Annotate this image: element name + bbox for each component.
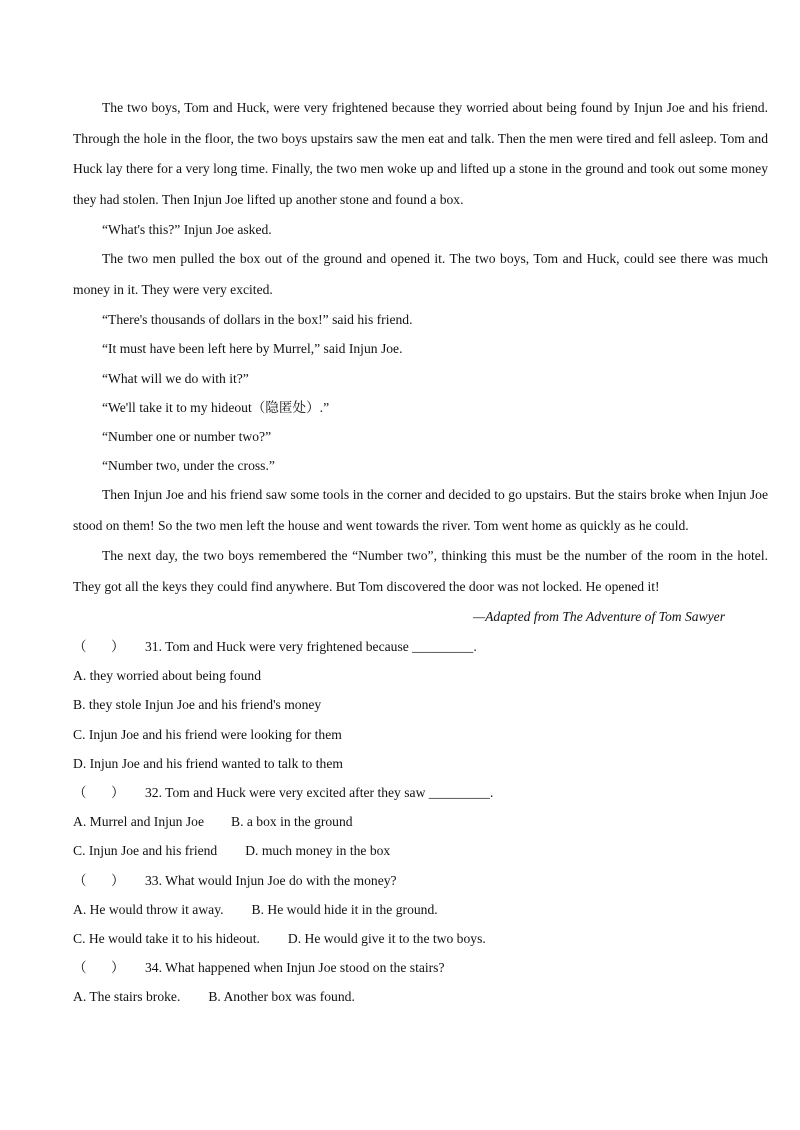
- option-row: [73, 982, 768, 1011]
- option-row: [73, 895, 768, 924]
- question-stem: 31. Tom and Huck were very frightened because _________.: [145, 638, 477, 654]
- paragraph: “It must have been left here by Murrel,” said Injun Joe.: [102, 341, 403, 357]
- passage-source: —Adapted from The Adventure of Tom Sawyer: [473, 609, 725, 625]
- paragraph: “What will we do with it?”: [102, 370, 249, 386]
- paragraph: The two men pulled the box out of the ground and opened it. The two boys, Tom and Huck, could see there was much money in it. They were very excited.: [73, 251, 768, 297]
- option-row: [73, 836, 768, 865]
- paragraph: The next day, the two boys remembered the “Number two”, thinking this must be the number of the room in the hotel. They got all the keys they could find anywhere. But Tom discovered the door was not locked. He opened it!: [73, 548, 768, 594]
- option-row: [73, 807, 768, 836]
- option-d: D. much money in the box: [245, 843, 391, 859]
- option-row: [73, 924, 768, 953]
- question-stem: 34. What happened when Injun Joe stood on the stairs?: [145, 960, 445, 976]
- option-c: C. Injun Joe and his friend were looking for them: [73, 726, 342, 742]
- question-list: [73, 632, 768, 1012]
- answer-blank[interactable]: （ ）: [73, 638, 125, 654]
- paragraph: “We'll take it to my hideout（隐匿处）.”: [102, 399, 330, 415]
- paragraph: “There's thousands of dollars in the box!” said his friend.: [102, 312, 413, 328]
- answer-blank[interactable]: （ ）: [73, 872, 125, 888]
- question-31: [73, 632, 768, 661]
- option-b: B. Another box was found.: [208, 989, 355, 1005]
- question-32: [73, 778, 768, 807]
- option-b: B. He would hide it in the ground.: [251, 901, 438, 917]
- paragraph: “Number one or number two?”: [102, 429, 272, 445]
- option-b: B. they stole Injun Joe and his friend's money: [73, 697, 322, 713]
- answer-blank[interactable]: （ ）: [73, 960, 125, 976]
- paragraph: “Number two, under the cross.”: [102, 458, 275, 474]
- option-d: D. He would give it to the two boys.: [287, 930, 486, 946]
- option-c: C. Injun Joe and his friend: [73, 843, 218, 859]
- option-a: A. they worried about being found: [73, 668, 262, 684]
- option-a: A. Murrel and Injun Joe: [73, 814, 204, 830]
- option-a: A. The stairs broke.: [73, 989, 181, 1005]
- option-b: B. a box in the ground: [231, 814, 353, 830]
- question-stem: 32. Tom and Huck were very excited after they saw _________.: [145, 784, 494, 800]
- reading-passage: [73, 93, 768, 632]
- option-c: C. He would take it to his hideout.: [73, 930, 260, 946]
- paragraph: “What's this?” Injun Joe asked.: [102, 222, 272, 237]
- document-page: [73, 93, 768, 1012]
- question-stem: 33. What would Injun Joe do with the money?: [145, 872, 397, 888]
- answer-blank[interactable]: （ ）: [73, 784, 125, 800]
- option-d: D. Injun Joe and his friend wanted to talk to them: [73, 755, 343, 771]
- option-a: A. He would throw it away.: [73, 901, 224, 917]
- paragraph: Then Injun Joe and his friend saw some tools in the corner and decided to go upstairs. But the stairs broke when Injun Joe stood on them! So the two men left the house and went towards the river. Tom went home as quickly as he could.: [73, 487, 768, 533]
- question-34: [73, 953, 768, 982]
- question-33: [73, 866, 768, 895]
- paragraph: The two boys, Tom and Huck, were very frightened because they worried about being found by Injun Joe and his friend. Through the hole in the floor, the two boys upstairs saw the men eat and talk. Then the men were tired and fell asleep. Tom and Huck lay there for a very long time. Finally, the two men woke up and lifted up a stone in the ground and took out some money they had stolen. Then Injun Joe lifted up another stone and found a box.: [73, 100, 768, 207]
